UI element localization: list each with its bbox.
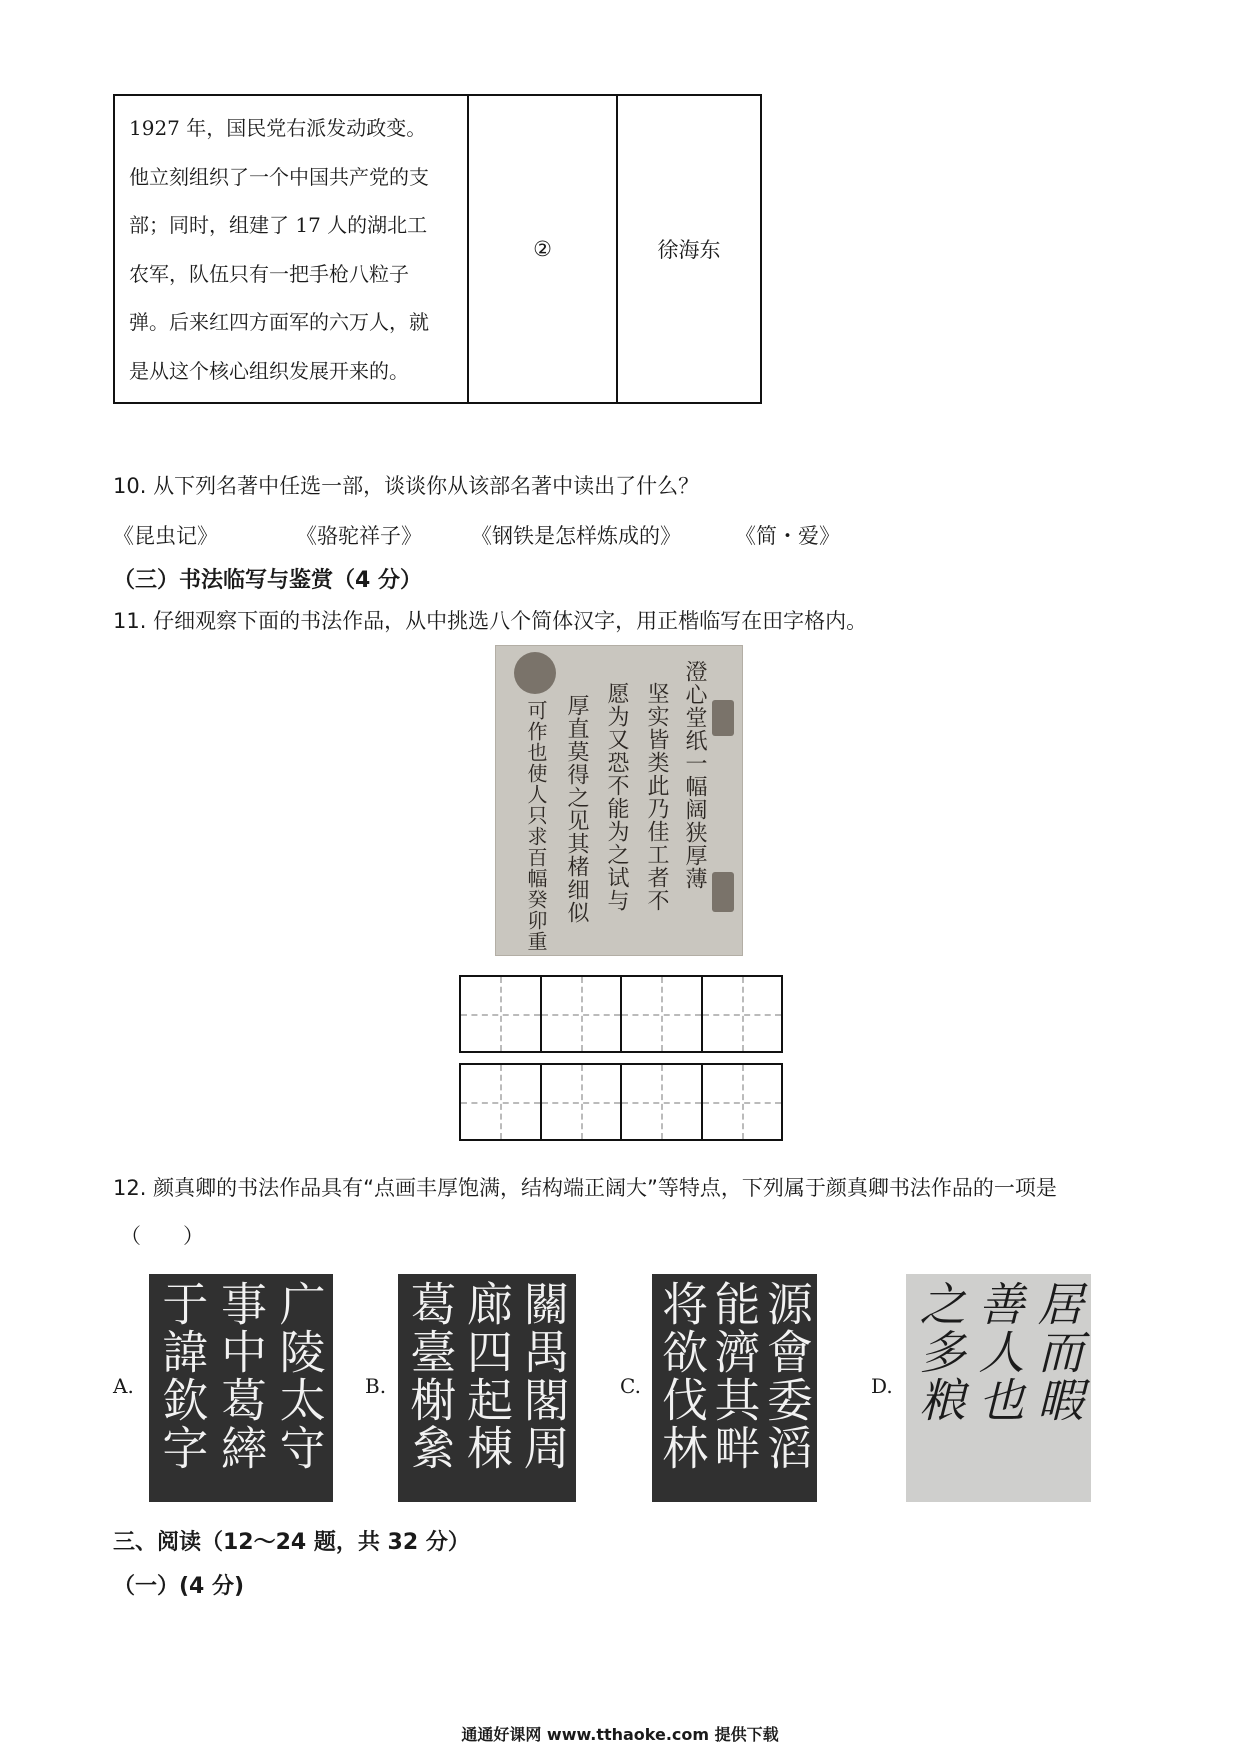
option-column: 事中葛繂 — [213, 1280, 268, 1472]
calligraphy-column: 愿为又恐不能为之试与 — [604, 682, 629, 912]
tianzi-square[interactable] — [620, 977, 701, 1051]
tianzi-square[interactable] — [540, 977, 621, 1051]
seal-mark — [712, 872, 734, 912]
option-label[interactable]: D. — [871, 1374, 893, 1398]
calligraphy-column: 厚直莫得之见其楮细似 — [564, 694, 589, 924]
calligraphy-column: 坚实皆类此乃佳工者不 — [644, 682, 669, 912]
table-cell-description — [129, 104, 459, 395]
option-label[interactable]: A. — [113, 1374, 134, 1398]
calligraphy-column: 可作也使人只求百幅癸卯重 — [524, 700, 548, 952]
event-table — [113, 94, 762, 404]
page-footer: 通通好课网 www.tthaoke.com 提供下载 — [461, 1725, 779, 1744]
option-a-image[interactable] — [149, 1274, 333, 1502]
option-label[interactable]: C. — [620, 1374, 641, 1398]
option-column: 關禺閣周 — [516, 1280, 571, 1472]
question-11: 11. 仔细观察下面的书法作品，从中挑选八个简体汉字，用正楷临写在田字格内。 — [113, 609, 868, 633]
table-cell-number: ② — [533, 237, 552, 261]
option-d-image[interactable] — [906, 1274, 1091, 1502]
answer-blank[interactable]: （ ） — [120, 1224, 204, 1248]
option-b-image[interactable] — [398, 1274, 576, 1502]
question-12: 12. 颜真卿的书法作品具有“点画丰厚饱满，结构端正阔大”等特点，下列属于颜真卿书法作品的一项是 — [113, 1176, 1057, 1200]
option-column: 源會委滔 — [759, 1280, 814, 1472]
calligraphy-image — [495, 645, 743, 956]
book-title: 《简・爱》 — [735, 524, 840, 548]
option-column: 居而暇 — [1030, 1280, 1085, 1424]
sub-heading: （一）(4 分) — [113, 1574, 245, 1599]
seal-mark — [712, 700, 734, 736]
description-line: 1927 年，国民党右派发动政变。 — [129, 116, 427, 140]
book-title: 《钢铁是怎样炼成的》 — [471, 524, 681, 548]
option-column: 能濟其畔 — [707, 1280, 762, 1472]
section-heading: （三）书法临写与鉴赏（4 分） — [113, 568, 422, 593]
description-line: 农军，队伍只有一把手枪八粒子 — [129, 261, 409, 286]
tianzi-square[interactable] — [461, 1065, 540, 1139]
book-title: 《昆虫记》 — [113, 524, 218, 548]
tianzi-grid-row[interactable] — [459, 975, 783, 1053]
option-column: 于諱欽字 — [155, 1280, 210, 1472]
option-column: 广陵太守 — [272, 1280, 327, 1472]
tianzi-square[interactable] — [461, 977, 540, 1051]
tianzi-grid-row[interactable] — [459, 1063, 783, 1141]
tianzi-square[interactable] — [701, 977, 782, 1051]
tianzi-square[interactable] — [540, 1065, 621, 1139]
tianzi-square[interactable] — [701, 1065, 782, 1139]
table-cell-person: 徐海东 — [657, 238, 721, 262]
seal-mark — [514, 652, 556, 694]
option-column: 之多粮 — [912, 1280, 967, 1424]
question-10: 10. 从下列名著中任选一部，谈谈你从该部名著中读出了什么？ — [113, 474, 700, 498]
calligraphy-column: 澄心堂纸一幅阔狭厚薄 — [682, 660, 707, 890]
option-column: 葛臺榭絫 — [403, 1280, 458, 1472]
option-label[interactable]: B. — [365, 1374, 387, 1398]
tianzi-square[interactable] — [620, 1065, 701, 1139]
option-column: 善人也 — [971, 1280, 1026, 1424]
book-title: 《骆驼祥子》 — [296, 524, 422, 548]
option-c-image[interactable] — [652, 1274, 817, 1502]
option-column: 将欲伐林 — [655, 1280, 710, 1472]
option-column: 廊四起棟 — [459, 1280, 514, 1472]
description-line: 是从这个核心组织发展开来的。 — [129, 358, 409, 383]
description-line: 弹。后来红四方面军的六万人，就 — [129, 310, 429, 334]
description-line: 部；同时，组建了 17 人的湖北工 — [129, 213, 428, 237]
description-line: 他立刻组织了一个中国共产党的支 — [129, 164, 429, 189]
part-heading: 三、阅读（12～24 题，共 32 分） — [113, 1530, 470, 1555]
